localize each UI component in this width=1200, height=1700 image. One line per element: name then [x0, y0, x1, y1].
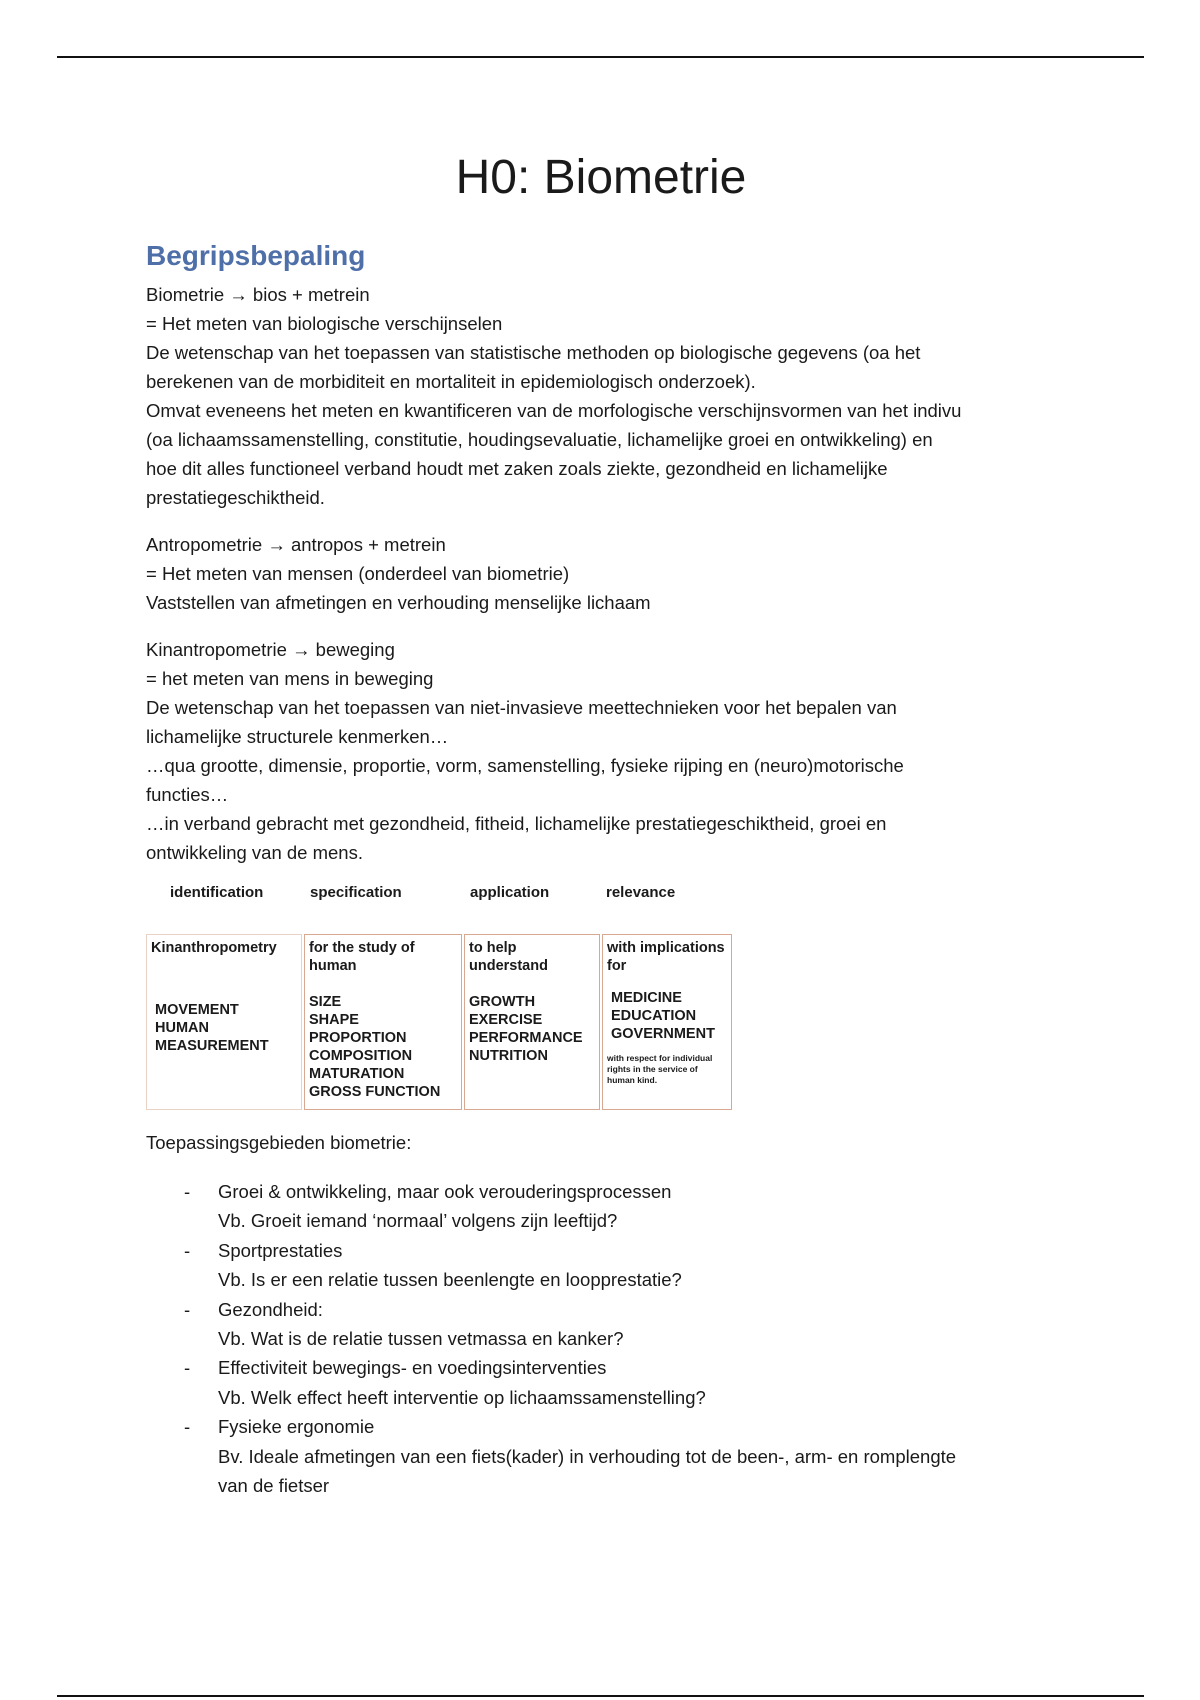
section-heading: Begripsbepaling — [146, 240, 366, 271]
box-keyword: GOVERNMENT — [611, 1026, 715, 1042]
list-marker: - — [184, 1416, 191, 1438]
kinanthropometry-figure — [146, 884, 736, 1114]
figure-header-identification: identification — [170, 884, 264, 901]
figure-box-application — [464, 934, 600, 1110]
box-keyword: PERFORMANCE — [469, 1030, 583, 1046]
box-keyword: SHAPE — [309, 1012, 359, 1028]
figure-header-relevance: relevance — [606, 884, 676, 901]
text-line: prestatiegeschiktheid. — [146, 487, 325, 508]
text-line: …in verband gebracht met gezondheid, fitheid, lichamelijke prestatiegeschiktheid, groei en — [146, 813, 887, 834]
text-line: De wetenschap van het toepassen van niet-invasieve meettechnieken voor het bepalen van — [146, 697, 897, 718]
box-note: with respect for individual rights in the service of human kind. — [607, 1053, 713, 1085]
text-line: functies… — [146, 784, 229, 805]
list-item — [146, 1353, 1066, 1412]
text-line: Omvat eveneens het meten en kwantificeren van de morfologische verschijnsvormen van het indivu — [146, 400, 962, 421]
box-keyword: MOVEMENT — [155, 1002, 239, 1018]
list-item — [146, 1236, 1066, 1295]
box-keyword: MATURATION — [309, 1066, 405, 1082]
box-keyword: COMPOSITION — [309, 1048, 413, 1064]
box-keyword: GROWTH — [469, 994, 536, 1010]
text-line: = Het meten van mensen (onderdeel van biometrie) — [146, 563, 570, 584]
antropometrie-definition — [146, 530, 1066, 617]
list-item — [146, 1295, 1066, 1354]
box-intro: for the study of human — [309, 940, 415, 974]
figure-box-identification — [146, 934, 302, 1110]
figure-header-specification: specification — [310, 884, 402, 901]
list-marker: - — [184, 1298, 191, 1320]
box-keyword: HUMAN — [155, 1020, 209, 1036]
box-intro: with implications for — [607, 940, 725, 974]
text-line: Antropometrie → antropos + metrein — [146, 534, 446, 555]
text-line: hoe dit alles functioneel verband houdt met zaken zoals ziekte, gezondheid en lichamelijke — [146, 458, 888, 479]
applications-list — [146, 1177, 1066, 1500]
list-item-detail: Vb. Wat is de relatie tussen vetmassa en kanker? — [218, 1328, 624, 1350]
top-rule — [57, 56, 1144, 58]
list-marker: - — [184, 1357, 191, 1379]
list-item-detail: Vb. Is er een relatie tussen beenlengte en loopprestatie? — [218, 1269, 682, 1291]
list-item-main: Fysieke ergonomie — [218, 1416, 375, 1438]
text-line: Vaststellen van afmetingen en verhouding menselijke lichaam — [146, 592, 651, 613]
page-title: H0: Biometrie — [455, 151, 747, 204]
box-keyword: GROSS FUNCTION — [309, 1084, 441, 1100]
applications-title: Toepassingsgebieden biometrie: — [146, 1132, 412, 1153]
biometrie-definition — [146, 280, 1066, 512]
box-intro: Kinanthropometry — [151, 940, 277, 956]
box-keyword: MEDICINE — [611, 990, 682, 1006]
list-item — [146, 1412, 1066, 1500]
text-line: berekenen van de morbiditeit en mortaliteit in epidemiologisch onderzoek). — [146, 371, 756, 392]
box-keyword: EDUCATION — [611, 1008, 697, 1024]
text-line: …qua grootte, dimensie, proportie, vorm, samenstelling, fysieke rijping en (neuro)motorische — [146, 755, 904, 776]
box-keyword: NUTRITION — [469, 1048, 548, 1064]
list-marker: - — [184, 1239, 191, 1261]
figure-header-application: application — [470, 884, 550, 901]
text-line: De wetenschap van het toepassen van statistische methoden op biologische gegevens (oa het — [146, 342, 921, 363]
kinantropometrie-definition — [146, 635, 1066, 867]
list-item-main: Groei & ontwikkeling, maar ook verouderingsprocessen — [218, 1181, 672, 1202]
box-keyword: EXERCISE — [469, 1012, 543, 1028]
text-line: = het meten van mens in beweging — [146, 668, 434, 689]
bottom-rule — [57, 1695, 1144, 1697]
figure-box-specification — [304, 934, 462, 1110]
list-item — [146, 1177, 1066, 1236]
list-item-main: Gezondheid: — [218, 1298, 323, 1320]
text-line: (oa lichaamssamenstelling, constitutie, houdingsevaluatie, lichamelijke groei en ontwikkeling) en — [146, 429, 933, 450]
box-keyword: SIZE — [309, 994, 342, 1010]
list-item-detail: Vb. Groeit iemand ‘normaal’ volgens zijn leeftijd? — [218, 1210, 618, 1232]
list-item-detail: Bv. Ideale afmetingen van een fiets(kader) in verhouding tot de been-, arm- en romplengte — [218, 1445, 957, 1467]
text-line: Kinantropometrie → beweging — [146, 639, 395, 660]
figure-box-relevance — [602, 934, 732, 1110]
box-keyword: PROPORTION — [309, 1030, 407, 1046]
text-line: lichamelijke structurele kenmerken… — [146, 726, 449, 747]
list-item-main: Sportprestaties — [218, 1239, 343, 1261]
text-line: Biometrie → bios + metrein — [146, 284, 370, 305]
box-intro: to help understand — [469, 940, 548, 974]
list-item-detail: Vb. Welk effect heeft interventie op lichaamssamenstelling? — [218, 1386, 706, 1408]
text-line: ontwikkeling van de mens. — [146, 842, 363, 863]
list-item-main: Effectiviteit bewegings- en voedingsinterventies — [218, 1357, 607, 1379]
box-keyword: MEASUREMENT — [155, 1038, 269, 1054]
list-item-detail: van de fietser — [218, 1475, 330, 1497]
list-marker: - — [184, 1181, 191, 1202]
text-line: = Het meten van biologische verschijnselen — [146, 313, 503, 334]
